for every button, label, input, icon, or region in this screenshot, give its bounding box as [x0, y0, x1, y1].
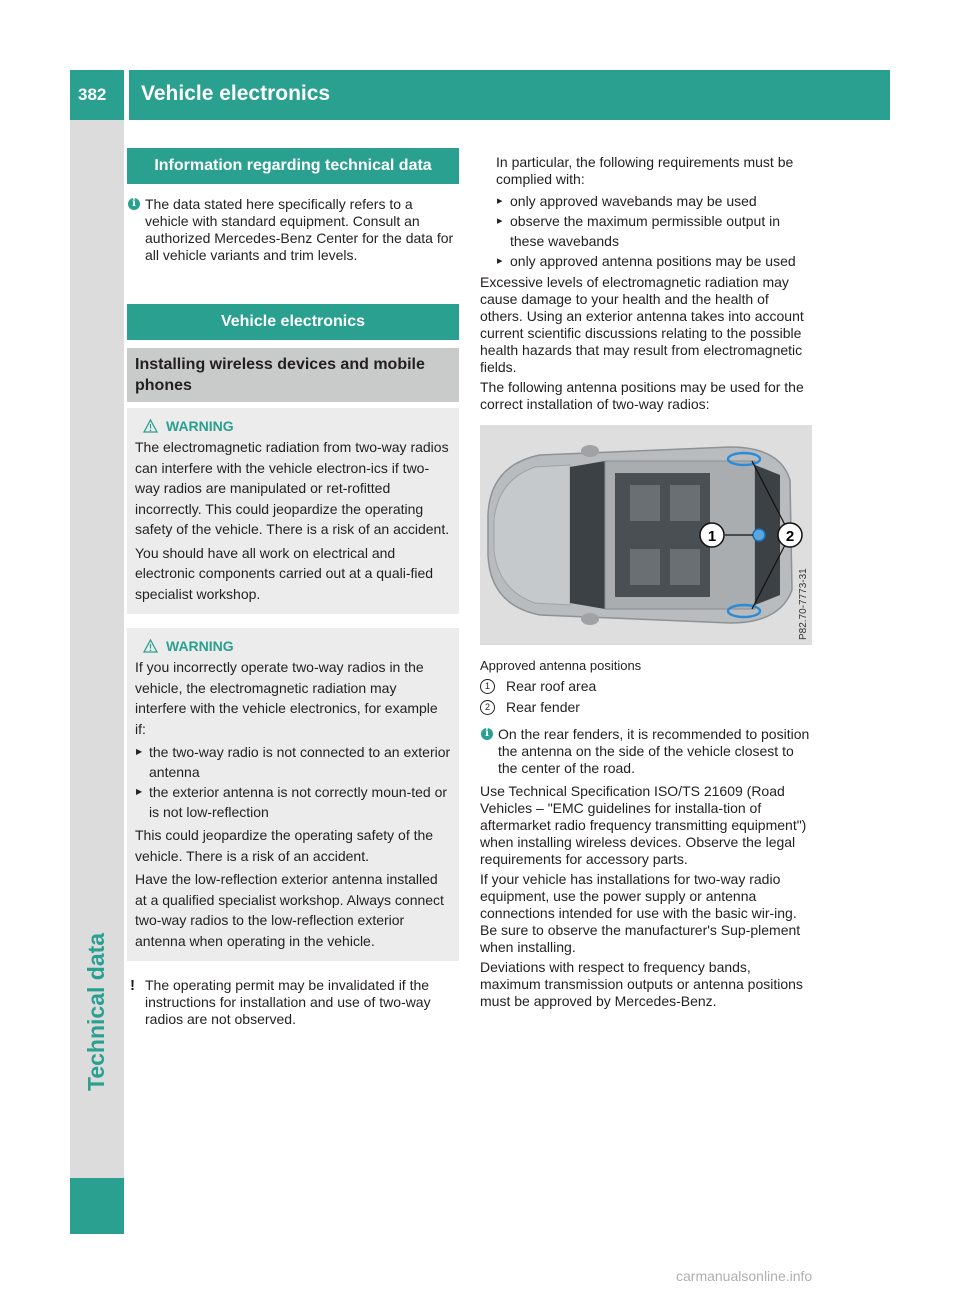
side-label: Technical data	[83, 932, 109, 1091]
list-item: ▸ only approved wavebands may be used	[496, 191, 812, 211]
left-column	[127, 148, 459, 1028]
caption-item	[480, 697, 812, 718]
warning-triangle-icon	[143, 419, 158, 433]
warning-label: WARNING	[166, 418, 234, 434]
figure-callout-2: 2	[785, 528, 795, 545]
caption-number: 1	[480, 679, 495, 694]
list-item: ▶ the two-way radio is not connected to an exterior antenna	[135, 742, 451, 782]
warning-paragraph: The electromagnetic radiation from two-way radios can interfere with the vehicle electron-ics if two-way radios are manipulated or ret-rofitted incorrectly. This could jeopardize the operating safety of the vehicle. There is a risk of an accident.	[135, 439, 450, 537]
deviations-paragraph: Deviations with respect to frequency bands, maximum transmission outputs or antenna positions must be approved by Mercedes-Benz.	[480, 959, 803, 1009]
installing-devices-heading: Installing wireless devices and mobile phones	[127, 348, 459, 402]
caption-number: 2	[480, 700, 495, 715]
caption-title: Approved antenna positions	[480, 658, 642, 673]
vehicle-top-view-illustration	[480, 425, 812, 645]
right-column	[480, 154, 812, 1010]
page-number: 382	[78, 85, 107, 104]
radiation-paragraph: Excessive levels of electromagnetic radiation may cause damage to your health and the health of others. Using an exterior antenna takes into account current scientific discussions relating to the possible health hazards that may result from electromagnetic fields.	[480, 274, 804, 375]
tech-data-heading: Information regarding technical data	[127, 148, 459, 184]
side-band	[70, 120, 124, 1178]
tech-data-note	[127, 196, 459, 264]
page-header	[129, 70, 890, 120]
side-tab	[70, 1178, 124, 1234]
warning-box-2	[127, 628, 459, 961]
warning-header	[143, 638, 451, 654]
warning-paragraph: This could jeopardize the operating safety of the vehicle. There is a risk of an accident.	[135, 827, 434, 864]
requirements-intro: In particular, the following requirements must be complied with:	[496, 154, 794, 187]
list-item: ▶ the exterior antenna is not correctly moun-ted or is not low-reflection	[135, 782, 451, 822]
warning-bullet-list	[135, 742, 451, 822]
iso-spec-paragraph: Use Technical Specification ISO/TS 21609 (Road Vehicles – "EMC guidelines for installa-tion of aftermarket radio frequency transmitting equipment") when installing wireless devices. Observe the legal requirements for accessory parts.	[480, 783, 807, 867]
info-icon: i	[128, 198, 140, 210]
figure-code: P82.70-7773-31	[798, 568, 809, 640]
warning-intro: If you incorrectly operate two-way radios in the vehicle, the electromagnetic radiation may interfere with the vehicle electronics, for example if:	[135, 659, 438, 737]
antenna-positions-figure	[480, 425, 812, 645]
warning-paragraph: You should have all work on electrical and electronic components carried out at a quali-fied specialist workshop.	[135, 544, 434, 602]
figure-callout-1: 1	[707, 528, 717, 545]
permit-note-text: The operating permit may be invalidated if the instructions for installation and use of two-way radios are not observed.	[145, 977, 431, 1027]
requirements-list	[480, 191, 812, 271]
watermark: carmanualsonline.info	[676, 1268, 813, 1284]
page-title: Vehicle electronics	[141, 82, 331, 105]
vehicle-electronics-heading: Vehicle electronics	[127, 304, 459, 340]
caption-label: Rear fender	[506, 699, 580, 715]
caption-label: Rear roof area	[506, 678, 597, 694]
exclamation-icon: !	[130, 977, 135, 994]
list-item: ▸ observe the maximum permissible output in these wavebands	[496, 211, 812, 251]
installation-paragraph: If your vehicle has installations for two-way radio equipment, use the power supply or antenna connections intended for use with the basic wir-ing. Be sure to observe the manufacturer's Sup-plement when installing.	[480, 871, 801, 955]
warning-box-1	[127, 408, 459, 614]
list-item: ▸ only approved antenna positions may be used	[496, 251, 812, 271]
info-icon: i	[481, 728, 493, 740]
warning-header	[143, 418, 451, 434]
figure-caption	[480, 655, 812, 718]
fender-note	[480, 726, 812, 777]
caption-item	[480, 676, 812, 697]
page-number-box	[70, 70, 124, 120]
fender-note-text: On the rear fenders, it is recommended to position the antenna on the side of the vehicle closest to the center of the road.	[498, 726, 810, 776]
warning-triangle-icon	[143, 639, 158, 653]
warning-paragraph: Have the low-reflection exterior antenna installed at a qualified specialist workshop. Always connect two-way radios to the low-reflection exterior antenna when operating in the vehicle.	[135, 871, 444, 949]
positions-paragraph: The following antenna positions may be used for the correct installation of two-way radios:	[480, 379, 804, 412]
tech-data-note-text: The data stated here specifically refers to a vehicle with standard equipment. Consult an authorized Mercedes-Benz Center for the data for all vehicle variants and trim levels.	[145, 196, 454, 263]
warning-label: WARNING	[166, 638, 234, 654]
permit-note	[127, 977, 459, 1028]
